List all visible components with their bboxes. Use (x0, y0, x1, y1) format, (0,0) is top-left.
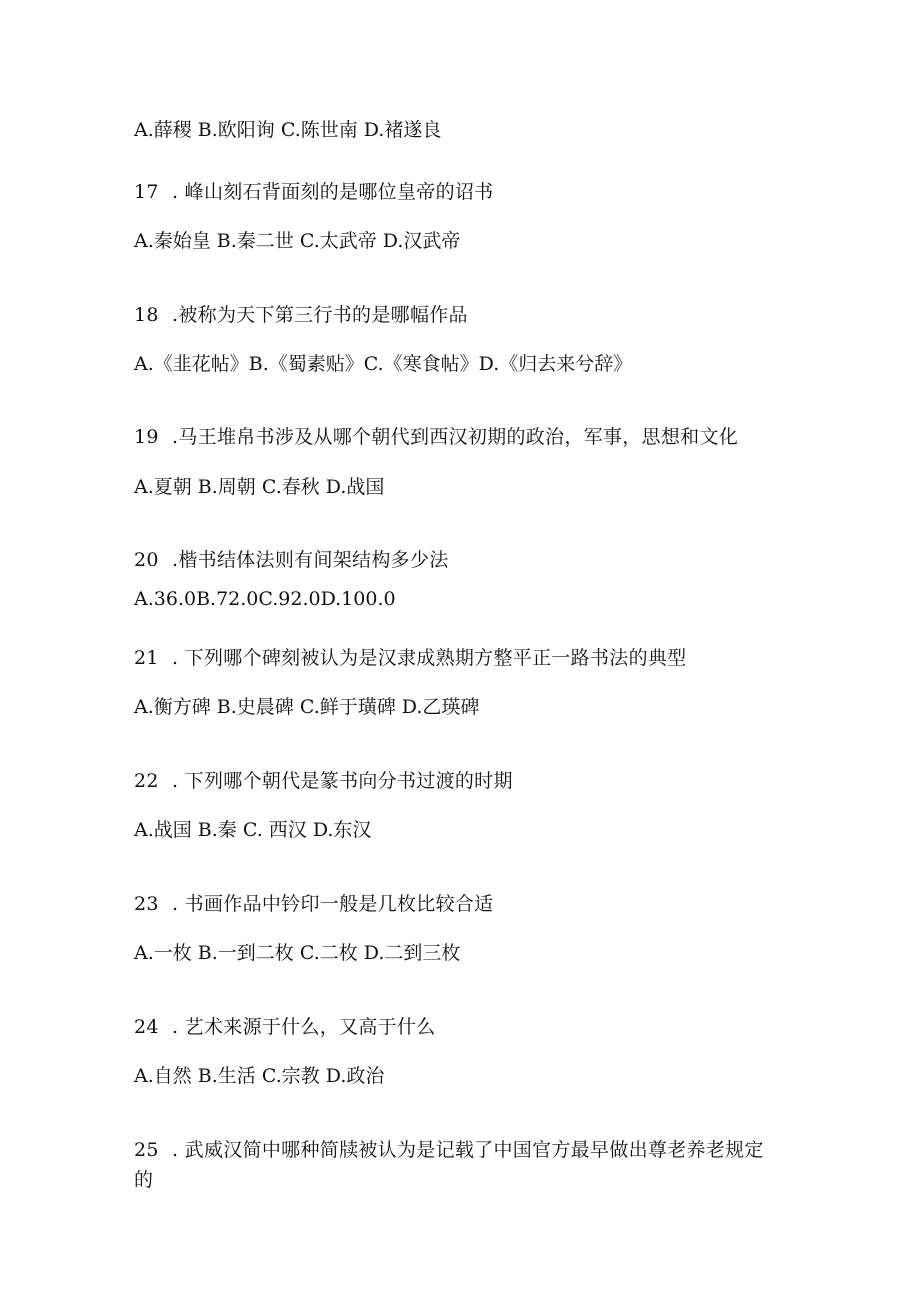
question-number: 18 (134, 304, 159, 326)
question-18 (134, 302, 468, 328)
question-25 (134, 1135, 774, 1195)
answer-options-22 (134, 817, 371, 843)
answer-text: A.一枚 B.一到二枚 C.二枚 D.二到三枚 (134, 942, 461, 964)
question-number: 21 (134, 647, 159, 669)
question-text: . 武威汉简中哪种简牍被认为是记载了中国官方最早做出尊老养老规定的 (134, 1139, 764, 1191)
answer-options-16 (134, 117, 441, 143)
answer-options-17 (134, 228, 460, 254)
question-19 (134, 424, 738, 450)
question-text: . 下列哪个碑刻被认为是汉隶成熟期方整平正一路书法的典型 (172, 647, 687, 669)
question-number: 20 (134, 549, 159, 571)
answer-options-23 (134, 940, 460, 966)
answer-options-24 (134, 1063, 384, 1089)
answer-text: A.衡方碑 B.史晨碑 C.鲜于璜碑 D.乙瑛碑 (134, 696, 480, 718)
question-20 (134, 547, 449, 573)
answer-text: A.夏朝 B.周朝 C.春秋 D.战国 (134, 476, 385, 498)
answer-options-21 (134, 694, 479, 720)
answer-text: A.36.0B.72.0C.92.0D.100.0 (134, 588, 396, 610)
question-21 (134, 645, 686, 671)
question-text: .被称为天下第三行书的是哪幅作品 (172, 304, 468, 326)
question-text: . 书画作品中钤印一般是几枚比较合适 (172, 893, 494, 915)
question-text: .楷书结体法则有间架结构多少法 (172, 549, 449, 571)
question-number: 22 (134, 770, 159, 792)
question-text: . 艺术来源于什么，又高于什么 (172, 1016, 436, 1038)
question-text: . 峰山刻石背面刻的是哪位皇帝的诏书 (172, 181, 494, 203)
question-text: . 下列哪个朝代是篆书向分书过渡的时期 (172, 770, 513, 792)
answer-options-18 (134, 351, 632, 377)
question-22 (134, 768, 513, 794)
question-number: 19 (134, 426, 159, 448)
question-number: 24 (134, 1016, 159, 1038)
answer-text: A.薛稷 B.欧阳询 C.陈世南 D.褚遂良 (134, 119, 442, 141)
answer-text: A.秦始皇 B.秦二世 C.太武帝 D.汉武帝 (134, 230, 461, 252)
question-number: 25 (134, 1139, 159, 1161)
question-23 (134, 891, 493, 917)
answer-text: A.战国 B.秦 C. 西汉 D.东汉 (134, 819, 372, 841)
question-text: .马王堆帛书涉及从哪个朝代到西汉初期的政治，军事，思想和文化 (172, 426, 739, 448)
question-number: 23 (134, 893, 159, 915)
answer-options-20 (134, 586, 396, 612)
question-24 (134, 1014, 436, 1040)
question-number: 17 (134, 181, 159, 203)
question-17 (134, 179, 493, 205)
answer-text: A.《韭花帖》B.《蜀素贴》C.《寒食帖》D.《归去来兮辞》 (134, 353, 633, 375)
answer-text: A.自然 B.生活 C.宗教 D.政治 (134, 1065, 385, 1087)
answer-options-19 (134, 474, 384, 500)
